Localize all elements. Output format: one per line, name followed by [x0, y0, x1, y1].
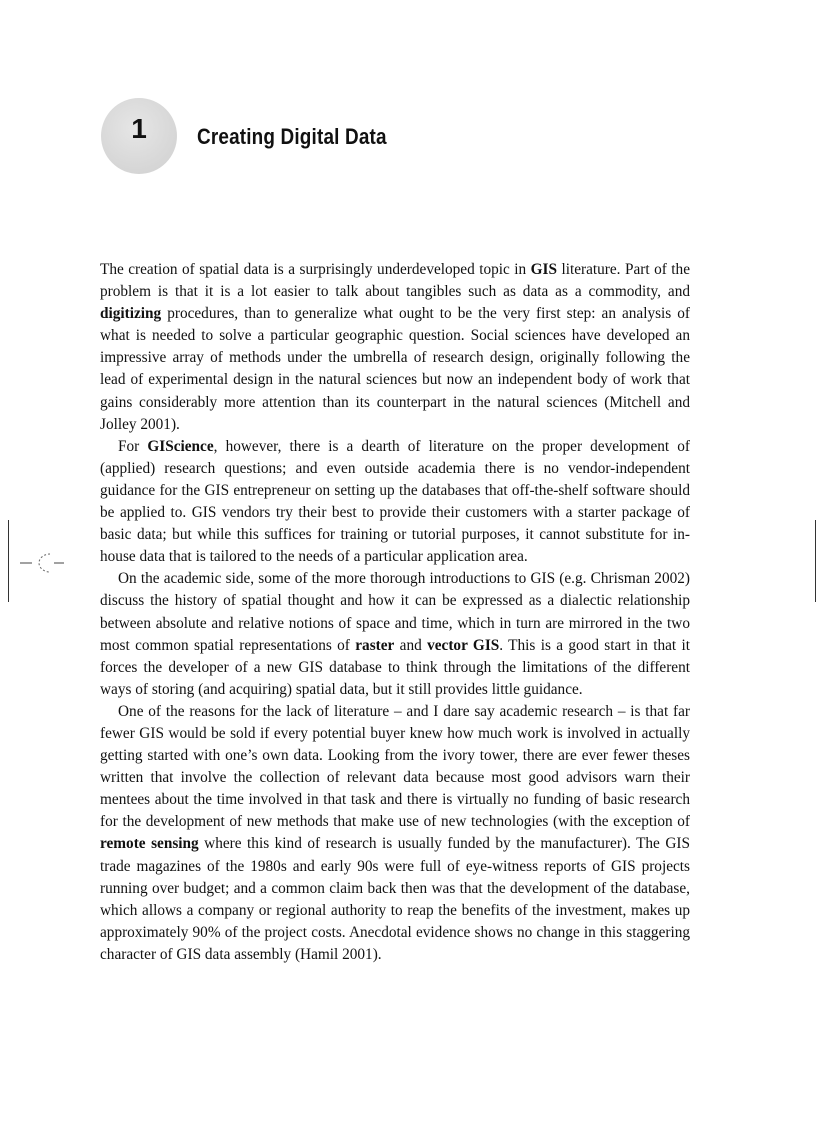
chapter-title: Creating Digital Data [197, 124, 387, 149]
key-term-giscience: GIScience [147, 437, 214, 455]
chapter-number: 1 [131, 113, 147, 144]
paragraph-3 [100, 568, 690, 701]
key-term-digitizing: digitizing [100, 305, 162, 323]
paragraph-2 [100, 436, 690, 569]
text-run: The creation of spatial data is a surprisingly underdeveloped topic in [100, 261, 531, 278]
text-run: One of the reasons for the lack of literature – and I dare say academic research – is that far fewer GIS would be sold if every potential buyer knew how much work is involved in actually getting started with one’s own data. Looking from the ivory tower, there are ever fewer theses written that involve the collection of relevant data because most good advisors warn their mentees about the time involved in that task and there is virtually no funding of basic research for the development of new methods that make use of new technologies (with the exception of [100, 702, 690, 831]
text-run: where this kind of research is usually funded by the manufacturer). The GIS trade magazines of the 1980s and early 90s were full of eye-witness reports of GIS projects running over budget; and a common claim back then was that the development of the database, which allows a company or regional authority to reap the benefits of the investment, makes up approximately 90% of the project costs. Anecdotal evidence shows no change in this staggering character of GIS data assembly (Hamil 2001). [100, 835, 690, 963]
text-run: On the academic side, some of the more thorough introductions to GIS (e.g. Chrisman 2002) discuss the history of spatial thought and how it can be expressed as a dialectic relationship between absolute and relative notions of space and time, which in turn are mirrored in the two most common spatial representations of [100, 570, 690, 654]
key-term-raster: raster [355, 636, 395, 654]
chapter-header [101, 98, 701, 174]
text-run: literature. Part of the problem is that it is a lot easier to talk about tangibles such as data as a commodity, and [100, 261, 690, 301]
paragraph-4 [100, 701, 690, 966]
registration-mark-icon [18, 548, 68, 578]
text-run: and [394, 636, 428, 654]
key-term-gis: GIS [530, 261, 557, 278]
text-run: For [118, 437, 148, 455]
body-text [100, 259, 690, 966]
text-run: procedures, than to generalize what ought to be the very first step: an analysis of what is needed to solve a particular geographic question. Social sciences have developed an impressive array of methods under the umbrella of research design, originally following the lead of experimental design in the natural sciences but now an independent body of work that gains considerably more attention than its counterpart in the natural sciences (Mitchell and Jolley 2001). [100, 305, 690, 433]
key-term-remote-sensing: remote sensing [100, 835, 199, 853]
text-run: , however, there is a dearth of literature on the proper development of (applied) research questions; and even outside academia there is no vendor-independent guidance for the GIS entrepreneur on setting up the databases that off-the-shelf software should be applied to. GIS vendors try their best to provide their customers with a starter package of basic data; but while this suffices for training or tutorial purposes, it cannot substitute for in-house data that is tailored to the needs of a particular application area. [100, 437, 690, 566]
crop-mark-left [8, 520, 9, 602]
text-run: . This is a good start in that it forces the developer of a new GIS database to think through the limitations of the different ways of storing (and acquiring) spatial data, but it still provides little guidance. [100, 636, 690, 698]
paragraph-1 [100, 259, 690, 436]
key-term-vector-gis: vector GIS [427, 636, 500, 654]
